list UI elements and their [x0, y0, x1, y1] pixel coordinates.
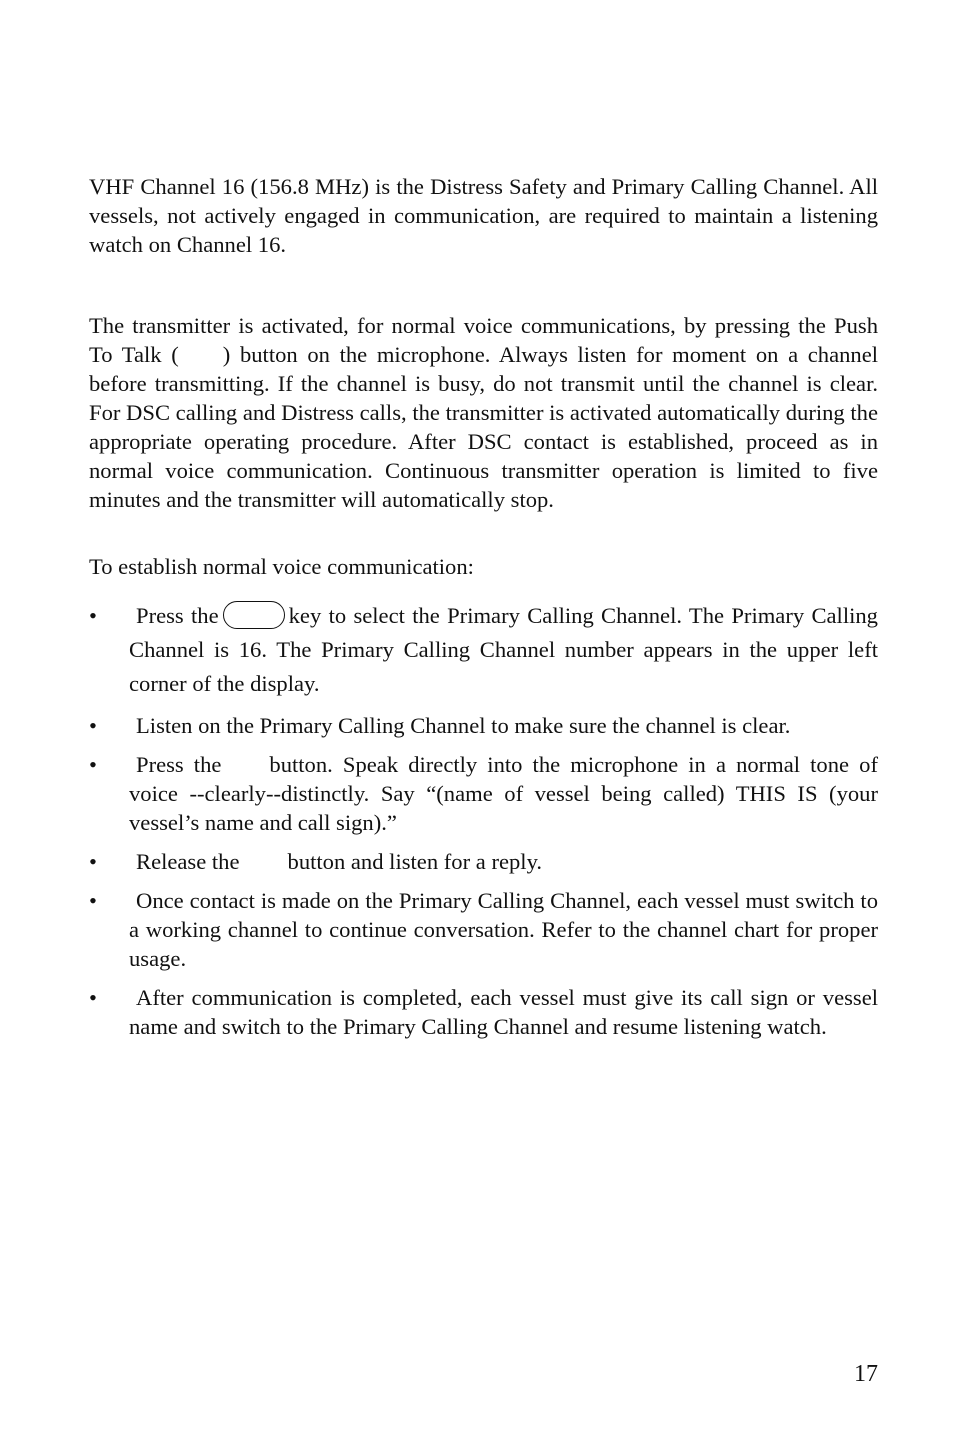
channel16-key-icon	[223, 601, 285, 629]
list-item: • Press the button. Speak directly into the microphone in a normal tone of voice --clearly--distinctly. Say “(name of vessel being called) THIS IS (your vessel’s name and call sign).”	[89, 752, 878, 835]
list-item: • Release the button and listen for a reply.	[89, 849, 543, 874]
establish-intro: To establish normal voice communication:	[89, 554, 474, 579]
bullet-marker: •	[89, 752, 97, 777]
list-item: • Press the key to select the Primary Calling Channel. The Primary Calling Channel is 16. The Primary Calling Channel number appears in the upper left corner of the display.	[89, 599, 878, 701]
bullet-marker: •	[89, 713, 97, 738]
procedure-list	[89, 599, 878, 1051]
bullet-marker: •	[89, 603, 97, 628]
channel16-paragraph: VHF Channel 16 (156.8 MHz) is the Distress Safety and Primary Calling Channel. All vessels, not actively engaged in communication, are required to maintain a listening watch on Channel 16.	[89, 174, 878, 257]
bullet-marker: •	[89, 849, 97, 874]
bullet-marker: •	[89, 985, 97, 1010]
transmitter-paragraph: The transmitter is activated, for normal voice communications, by pressing the Push To Talk ( ) button on the microphone. Always listen for moment on a channel before transmitting. If the channel is busy, do not transmit until the channel is clear. For DSC calling and Distress calls, the transmitter is activated automatically during the appropriate operating procedure. After DSC contact is established, proceed as in normal voice communication. Continuous transmitter operation is limited to five minutes and the transmitter will automatically stop.	[89, 313, 879, 512]
list-item: • Once contact is made on the Primary Calling Channel, each vessel must switch to a working channel to continue conversation. Refer to the channel chart for proper usage.	[89, 888, 878, 971]
list-item: • After communication is completed, each vessel must give its call sign or vessel name and switch to the Primary Calling Channel and resume listening watch.	[89, 985, 878, 1039]
bullet-marker: •	[89, 888, 97, 913]
list-item: • Listen on the Primary Calling Channel to make sure the channel is clear.	[89, 713, 791, 738]
page-number: 17	[854, 1361, 878, 1387]
